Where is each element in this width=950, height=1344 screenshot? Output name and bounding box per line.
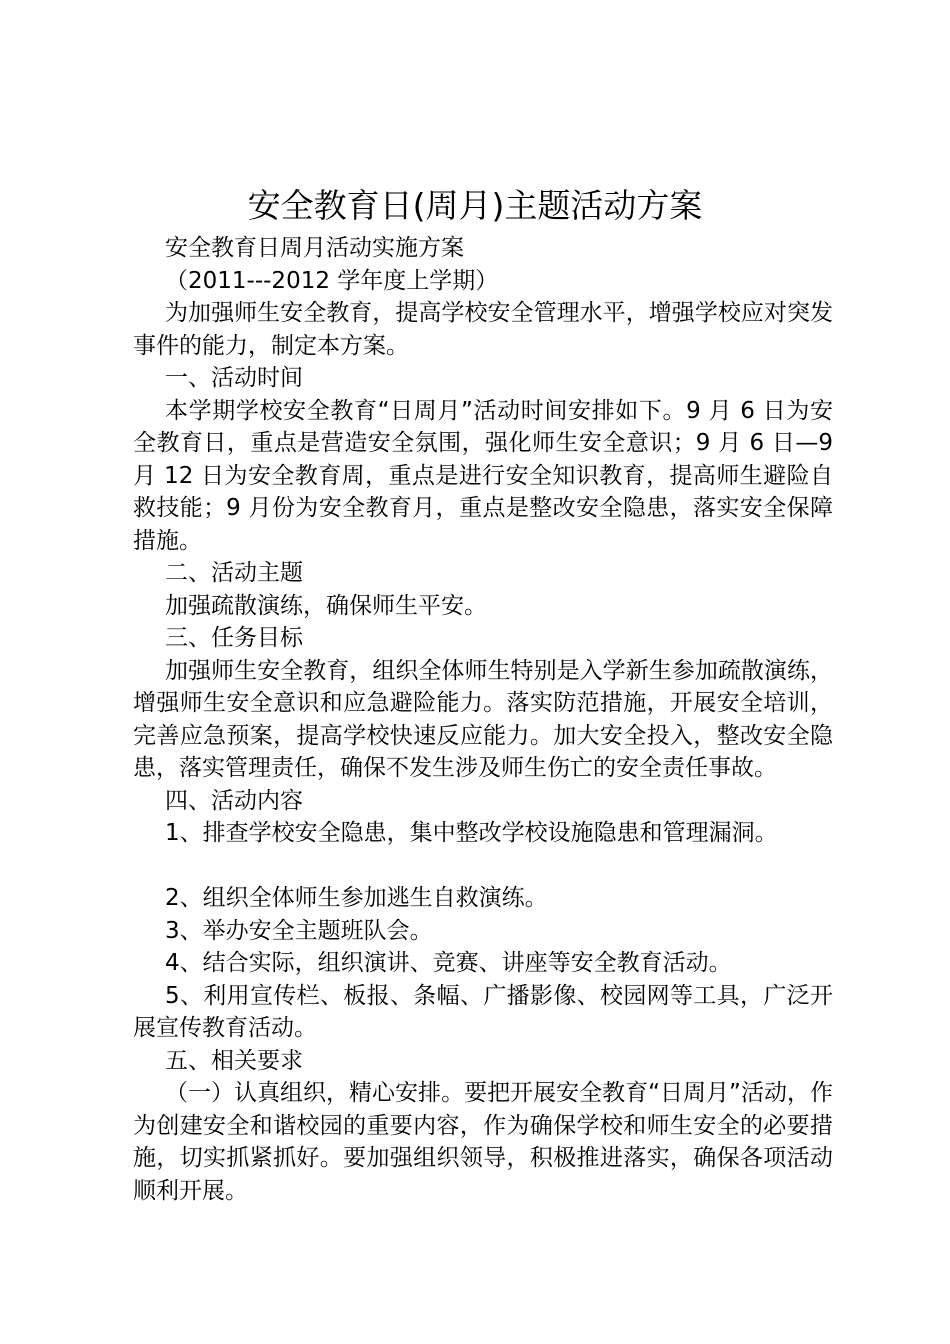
document-body: [133, 232, 833, 1207]
section-heading-time: 一、活动时间: [165, 365, 303, 391]
school-year: （2011---2012 学年度上学期）: [165, 267, 499, 294]
content-item-5: 5、利用宣传栏、板报、条幅、广播影像、校园网等工具，广泛开展宣传教育活动。: [133, 982, 833, 1041]
document-title: 安全教育日(周月)主题活动方案: [247, 186, 703, 225]
section-heading-content: 四、活动内容: [165, 787, 303, 814]
section-heading-requirements: 五、相关要求: [165, 1047, 303, 1074]
content-item-1: 1、排查学校安全隐患，集中整改学校设施隐患和管理漏洞。: [165, 820, 778, 846]
requirement-1: （一）认真组织，精心安排。要把开展安全教育“日周月”活动，作为创建安全和谐校园的重要内容，作为确保学校和师生安全的必要措施，切实抓紧抓好。要加强组织领导，积极推进落实，确保各项活动顺利开展。: [133, 1080, 833, 1204]
theme-paragraph: 加强疏散演练，确保师生平安。: [165, 592, 487, 619]
intro-paragraph: 为加强师生安全教育，提高学校安全管理水平，增强学校应对突发事件的能力，制定本方案。: [133, 300, 833, 359]
subtitle: 安全教育日周月活动实施方案: [165, 235, 464, 261]
content-item-2: 2、组织全体师生参加逃生自救演练。: [165, 885, 548, 911]
time-paragraph: 本学期学校安全教育“日周月”活动时间安排如下。9 月 6 日为安全教育日，重点是营造安全氛围，强化师生安全意识；9 月 6 日—9 月 12 日为安全教育周，重点是进行安全知识教育，提高师生避险自救技能；9 月份为安全教育月，重点是整改安全隐患，落实安全保障措施。: [133, 397, 833, 554]
section-heading-theme: 二、活动主题: [165, 560, 303, 586]
content-item-3: 3、举办安全主题班队会。: [165, 917, 433, 944]
content-item-4: 4、结合实际，组织演讲、竞赛、讲座等安全教育活动。: [165, 950, 732, 976]
section-heading-goals: 三、任务目标: [165, 625, 303, 651]
goals-paragraph: 加强师生安全教育，组织全体师生特别是入学新生参加疏散演练，增强师生安全意识和应急避险能力。落实防范措施，开展安全培训，完善应急预案，提高学校快速反应能力。加大安全投入，整改安全隐患，落实管理责任，确保不发生涉及师生伤亡的安全责任事故。: [133, 657, 833, 781]
